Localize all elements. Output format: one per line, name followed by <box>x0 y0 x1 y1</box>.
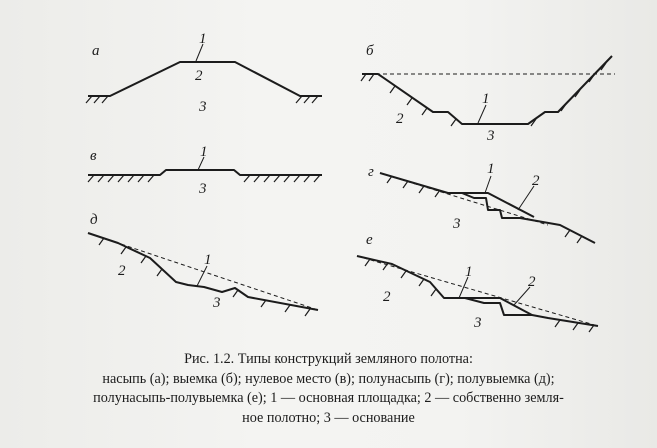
panel-d-num-1: 1 <box>204 252 212 268</box>
panel-a-embankment <box>86 31 322 115</box>
panel-d-num-3: 3 <box>213 295 221 311</box>
panel-a-num-2: 2 <box>195 68 203 84</box>
caption-line-4: ное полотно; 3 — основание <box>242 409 415 426</box>
panel-v-num-3: 3 <box>199 181 207 197</box>
panel-b-cutting <box>361 43 615 144</box>
panel-a-label: а <box>92 43 100 59</box>
panel-a-ground-line <box>88 62 322 96</box>
panel-d-num-2: 2 <box>118 263 126 279</box>
caption-line-2: насыпь (а); выемка (б); нулевое место (в); полунасыпь (г); полувыемка (д); <box>102 370 555 387</box>
panel-g-ground-line <box>380 173 595 243</box>
panel-b-num-1: 1 <box>482 91 490 107</box>
panel-e-num-2: 2 <box>528 274 536 290</box>
panel-b-num-3: 3 <box>487 128 495 144</box>
panel-b-num-2: 2 <box>396 111 404 127</box>
panel-b-leader-1 <box>478 105 486 123</box>
caption-line-3: полунасыпь-полувыемка (е); 1 — основная площадка; 2 — собственно земля- <box>93 390 564 406</box>
panel-g-num-3: 3 <box>453 216 461 232</box>
panel-g-num-1: 1 <box>487 161 495 177</box>
panel-e-label: е <box>366 232 373 248</box>
panel-d-leader-1 <box>197 266 207 286</box>
panel-d-half-cutting <box>88 212 318 316</box>
panel-g-label: г <box>368 164 374 180</box>
panel-a-num-3: 3 <box>199 99 207 115</box>
panel-a-num-1: 1 <box>199 31 207 47</box>
panel-v-num-1: 1 <box>200 144 208 160</box>
panel-e-num-2b: 2 <box>383 289 391 305</box>
panel-v-label: в <box>90 148 97 164</box>
panel-d-label: д <box>90 212 98 228</box>
figure-caption <box>0 350 657 428</box>
panel-g-half-embankment <box>368 161 595 243</box>
panel-g-num-2: 2 <box>532 173 540 189</box>
caption-line-1: Рис. 1.2. Типы конструкций земляного полотна: <box>184 351 473 367</box>
panel-e-fill-top <box>444 298 532 315</box>
panel-e-num-1: 1 <box>465 264 473 280</box>
panel-v-zero-place <box>88 144 322 197</box>
panel-g-leader-2 <box>518 186 534 210</box>
panel-g-leader-1 <box>485 176 491 193</box>
panel-b-label: б <box>366 43 374 59</box>
panel-g-hatching <box>387 176 582 243</box>
panel-v-ground-line <box>88 170 322 175</box>
panel-e-half-fill-half-cut <box>357 232 598 332</box>
panel-e-num-3: 3 <box>474 315 482 331</box>
